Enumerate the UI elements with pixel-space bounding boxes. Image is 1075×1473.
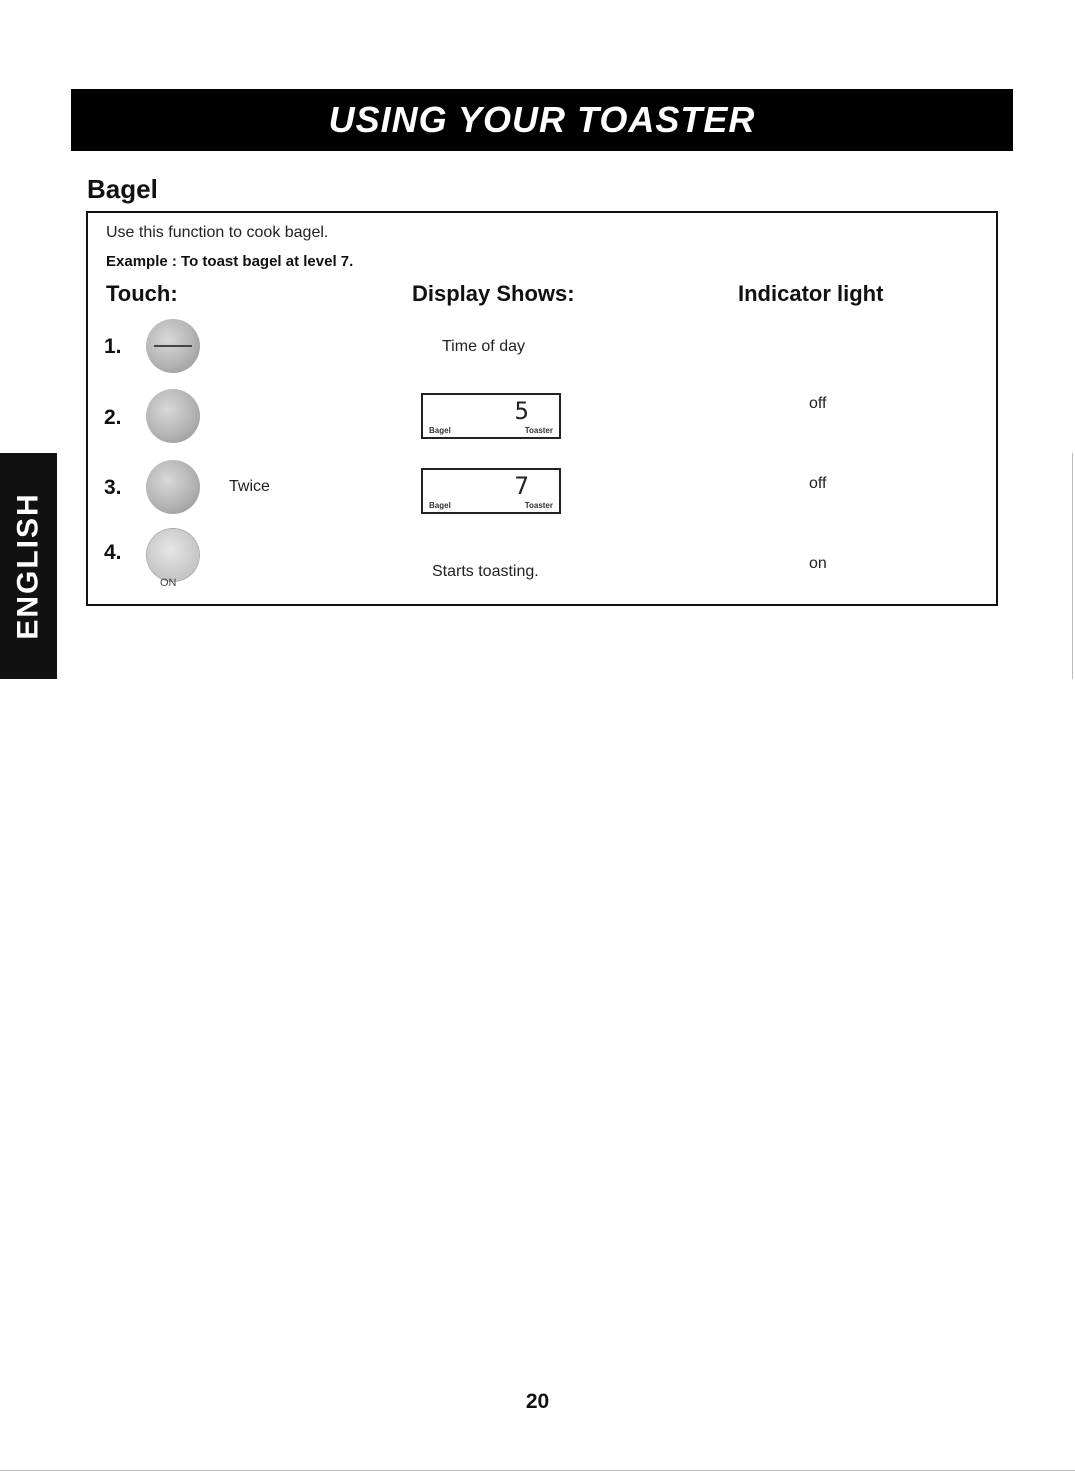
step-2-lcd-display xyxy=(421,393,561,439)
step-3-indicator: off xyxy=(809,475,827,492)
page-number: 20 xyxy=(525,1390,550,1413)
step-2-number: 2. xyxy=(104,406,122,429)
step-1-number: 1. xyxy=(104,335,122,358)
step-4-display-text: Starts toasting. xyxy=(432,563,539,580)
lcd-label-bagel: Bagel xyxy=(429,501,451,510)
column-header-touch: Touch: xyxy=(106,281,178,306)
step-3-note: Twice xyxy=(229,478,270,495)
bottom-edge-rule xyxy=(0,1470,1075,1471)
step-1-display-text: Time of day xyxy=(442,338,525,355)
section-intro: Use this function to cook bagel. xyxy=(106,224,329,241)
page-header-title: USING YOUR TOASTER xyxy=(328,99,756,140)
lcd-digit: 7 xyxy=(514,472,529,500)
bagel-button-icon[interactable] xyxy=(146,460,200,514)
start-button-icon[interactable] xyxy=(146,528,200,582)
step-2-indicator: off xyxy=(809,395,827,412)
cancel-bar-icon xyxy=(154,345,192,347)
lcd-digit: 5 xyxy=(514,397,529,425)
step-4-indicator: on xyxy=(809,555,827,572)
lcd-label-toaster: Toaster xyxy=(524,501,553,510)
cancel-button-icon[interactable] xyxy=(146,319,200,373)
bagel-button-icon[interactable] xyxy=(146,389,200,443)
language-side-tab-label: ENGLISH xyxy=(11,492,45,640)
step-3-lcd-display xyxy=(421,468,561,514)
start-button-caption: ON xyxy=(160,577,177,589)
section-title: Bagel xyxy=(87,174,158,204)
page-header-banner xyxy=(71,89,1013,151)
example-line: Example : To toast bagel at level 7. xyxy=(106,253,354,270)
language-side-tab xyxy=(0,453,57,679)
step-3-number: 3. xyxy=(104,476,122,499)
lcd-label-toaster: Toaster xyxy=(524,426,553,435)
step-4-number: 4. xyxy=(104,541,122,564)
column-header-indicator: Indicator light xyxy=(738,281,884,306)
column-header-display: Display Shows: xyxy=(412,281,575,306)
lcd-label-bagel: Bagel xyxy=(429,426,451,435)
right-edge-rule xyxy=(1072,453,1073,679)
